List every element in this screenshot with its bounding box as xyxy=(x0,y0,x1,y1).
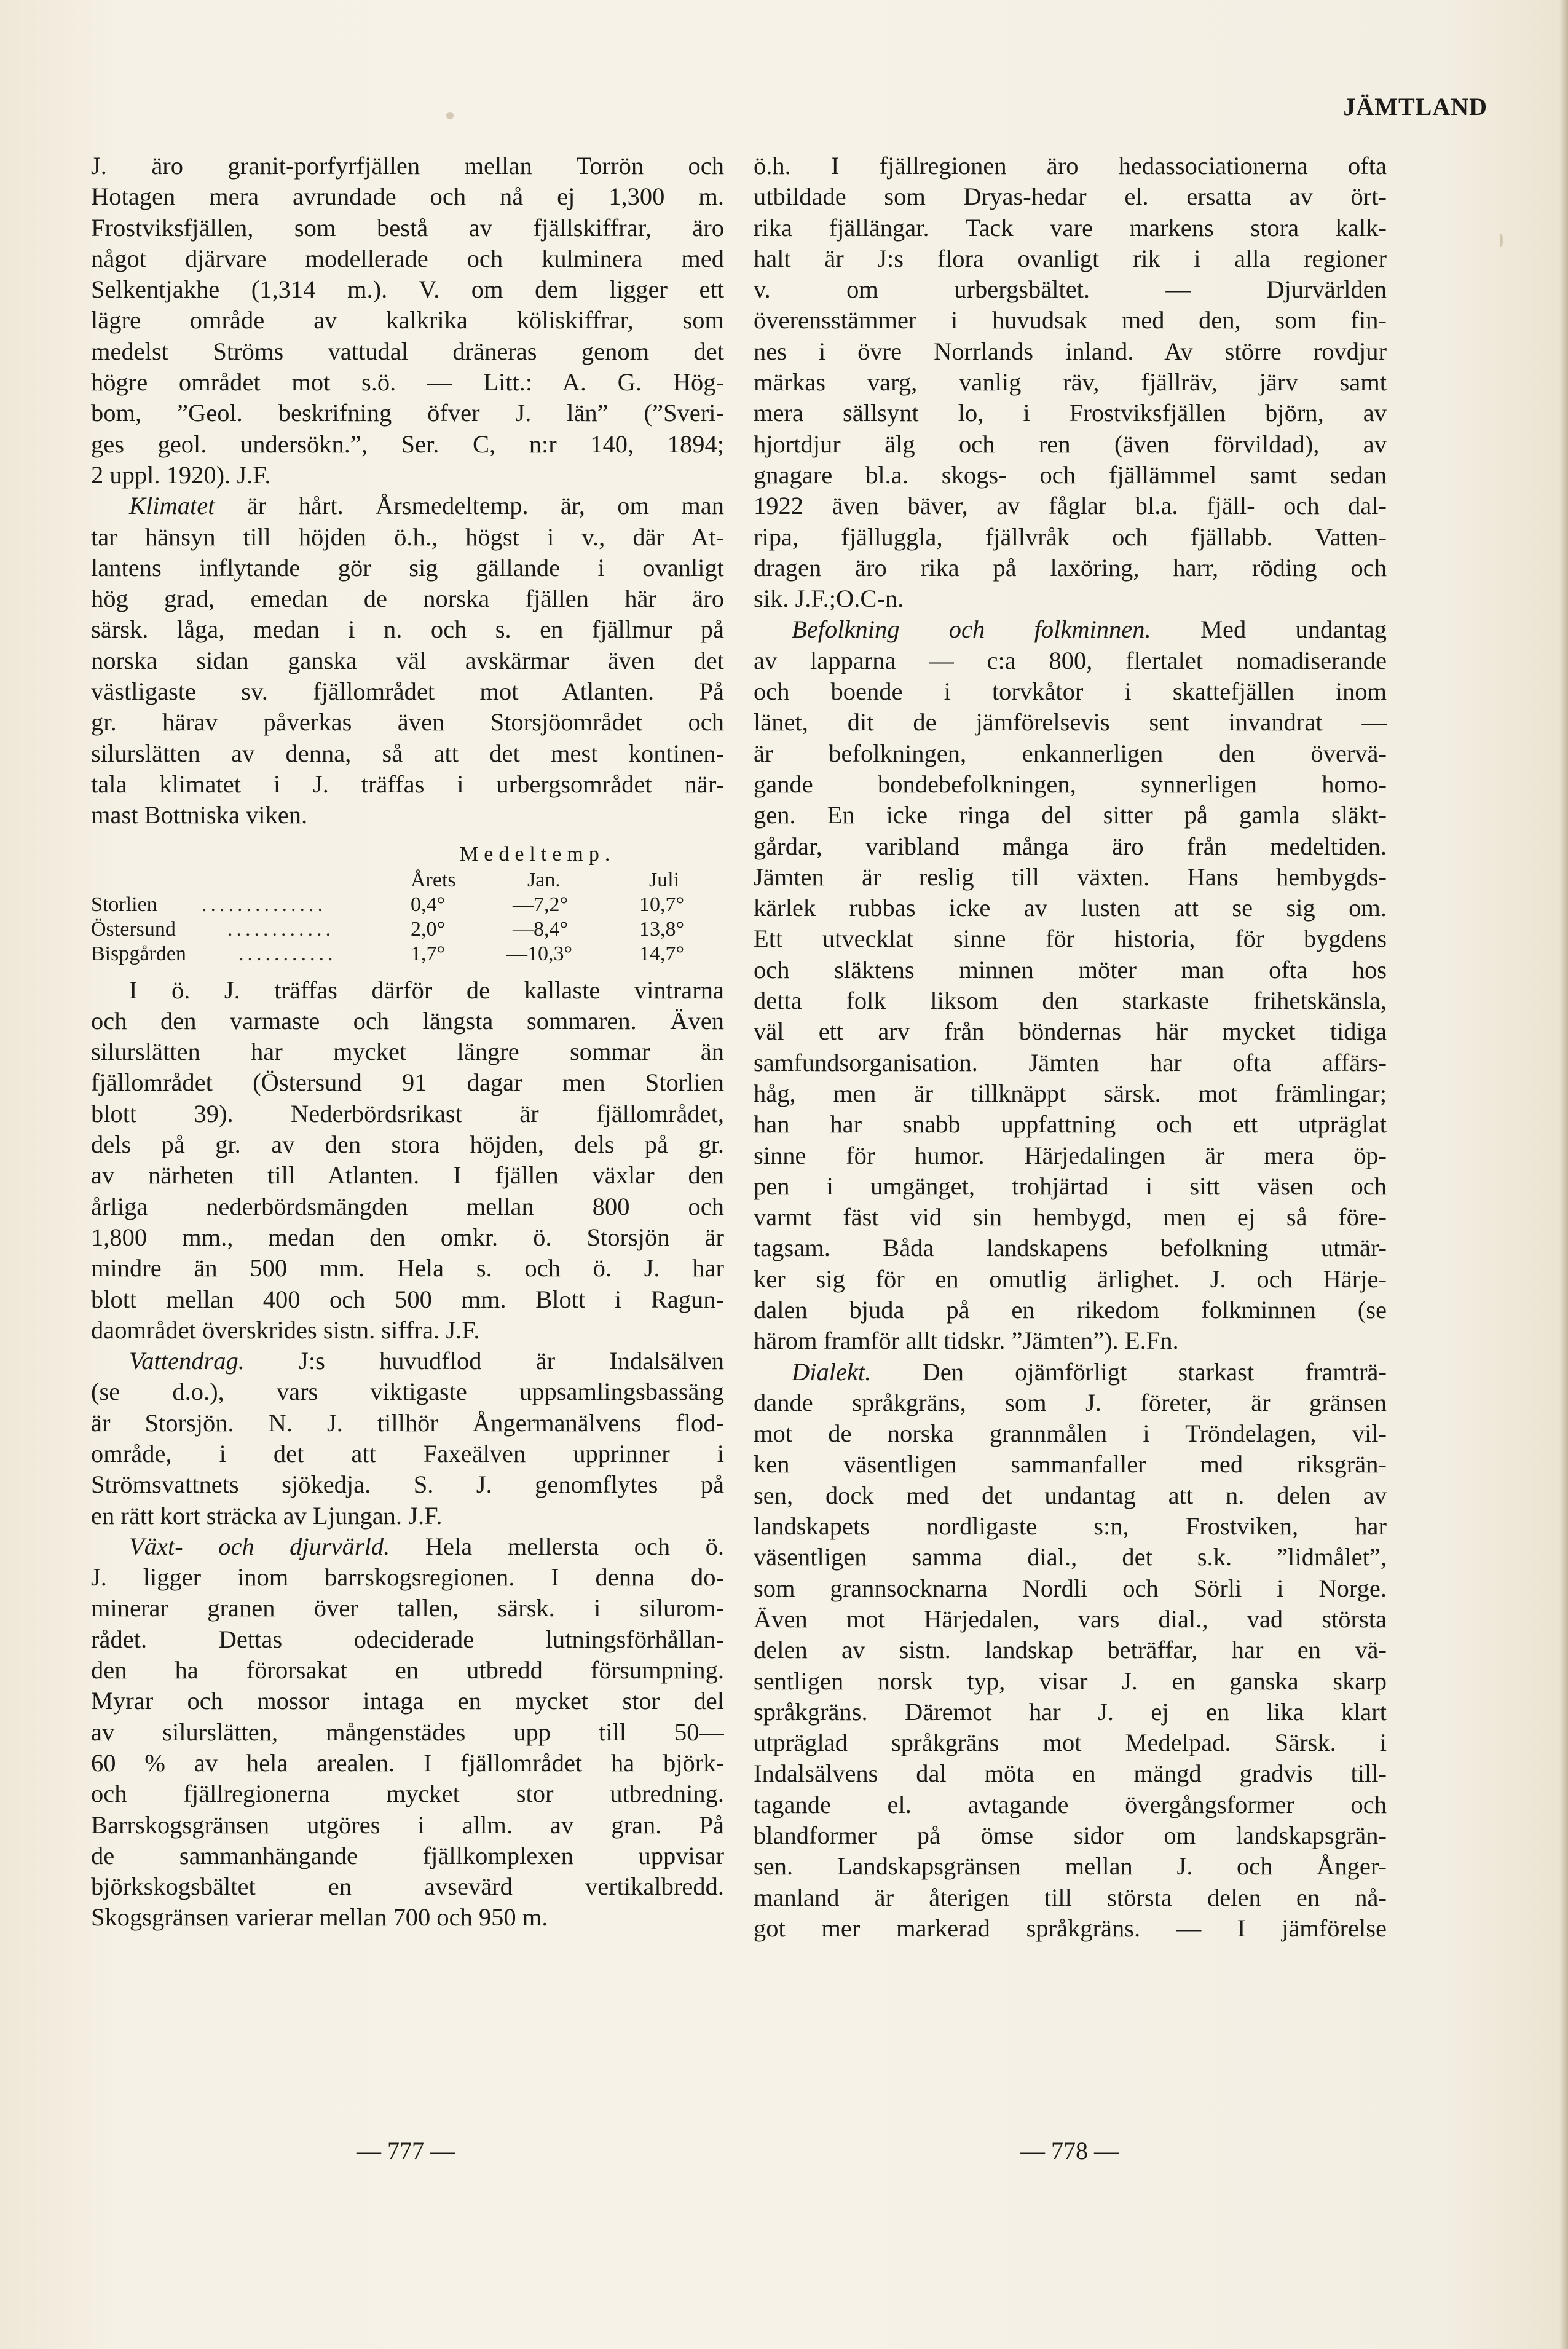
text-line: språkgräns. Däremot har J. ej en lika klart xyxy=(754,1697,1387,1726)
text-line: utpräglad språkgräns mot Medelpad. Särsk. i xyxy=(754,1729,1387,1757)
text-line: ges geol. undersökn.”, Ser. C, n:r 140, 1894; xyxy=(91,430,724,458)
text-line: av lapparna — c:a 800, flertalet nomadiserande xyxy=(754,646,1387,674)
text-line: mindre än 500 mm. Hela s. och ö. J. har xyxy=(91,1254,724,1282)
text-line: Indalsälvens dal möta en mängd gradvis till- xyxy=(754,1759,1387,1788)
text-line: härom framför allt tidskr. ”Jämten”). E.Fn. xyxy=(754,1327,1179,1355)
text-line: bom, ”Geol. beskrifning öfver J. län” (”Sveri- xyxy=(91,399,724,427)
text-line: björkskogsbältet en avsevärd vertikalbredd. xyxy=(91,1873,724,1901)
text-line: han har snabb uppfattning och ett utpräglat xyxy=(754,1110,1387,1139)
text-line: Växt- och djurvärld. Hela mellersta och ö. xyxy=(129,1532,724,1560)
text-line: av silurslätten, mångenstädes upp till 50— xyxy=(91,1718,724,1746)
right-text-block xyxy=(754,151,1387,1944)
text-line: rådet. Dettas odeciderade lutningsförhållan- xyxy=(91,1625,724,1653)
text-line: Jämten är reslig till växten. Hans hembygds- xyxy=(754,863,1387,891)
text-line: och släktens minnen möter man ofta hos xyxy=(754,955,1387,984)
text-line: rika fjällängar. Tack vare markens stora kalk- xyxy=(754,213,1387,242)
text-line: tala klimatet i J. träffas i urbergsområdet när- xyxy=(91,770,724,798)
text-line: mot de norska grannmålen i Tröndelagen, vil- xyxy=(754,1419,1387,1448)
leader-dots: .............. xyxy=(202,893,326,916)
text-line: blandformer på ömse sidor om landskapsgrän- xyxy=(754,1822,1387,1850)
paper-speck xyxy=(1500,234,1503,247)
running-header: JÄMTLAND xyxy=(1343,93,1487,120)
text-line: Hotagen mera avrundade och nå ej 1,300 m. xyxy=(91,183,724,211)
table-header-year: Årets xyxy=(411,868,456,891)
text-line: nes i övre Norrlands inland. Av större rovdjur xyxy=(754,337,1387,365)
text-line: blott 39). Nederbördsrikast är fjällområdet, xyxy=(91,1099,724,1127)
text-line: överensstämmer i huvudsak med den, som fin- xyxy=(754,306,1387,334)
text-line: samfundsorganisation. Jämten har ofta affärs- xyxy=(754,1048,1387,1076)
table-cell-jul: 10,7° xyxy=(639,893,685,916)
text-line: Klimatet är hårt. Årsmedeltemp. är, om man xyxy=(129,492,724,520)
left-column xyxy=(91,151,724,1933)
table-cell-jul: 13,8° xyxy=(639,917,685,941)
text-line: gande bondebefolkningen, synnerligen homo- xyxy=(754,770,1387,798)
text-line: högre området mot s.ö. — Litt.: A. G. Hög- xyxy=(91,368,724,397)
temperature-table xyxy=(91,842,724,966)
text-line: Dialekt. Den ojämförligt starkast framträ- xyxy=(792,1357,1387,1386)
text-line: den ha förorsakat en utbredd försumpning. xyxy=(91,1656,724,1684)
text-line: Vattendrag. J:s huvudflod är Indalsälven xyxy=(129,1347,724,1375)
text-line: och boende i torvkåtor i skattefjällen inom xyxy=(754,677,1387,706)
left-text-block-continued xyxy=(91,975,724,1933)
text-line: Selkentjakhe (1,314 m.). V. om dem ligger ett xyxy=(91,275,724,304)
text-line: hjortdjur älg och ren (även förvildad), av xyxy=(754,430,1387,458)
text-line: got mer markerad språkgräns. — I jämförelse xyxy=(754,1914,1387,1942)
text-line: Ett utvecklat sinne för historia, för bygdens xyxy=(754,925,1387,953)
text-line: 2 uppl. 1920). J.F. xyxy=(91,460,271,489)
text-line: manland är återigen till största delen en nå- xyxy=(754,1883,1387,1911)
text-line: minerar granen över tallen, särsk. i silurom- xyxy=(91,1594,724,1622)
table-row xyxy=(91,893,724,917)
text-line: halt är J:s flora ovanligt rik i alla regioner xyxy=(754,244,1387,272)
text-line: ken väsentligen sammanfaller med riksgrän- xyxy=(754,1450,1387,1478)
text-line: är Storsjön. N. J. tillhör Ångermanälvens flod- xyxy=(91,1408,724,1437)
text-line: dels på gr. av den stora höjden, dels på gr. xyxy=(91,1131,724,1159)
text-line: mast Bottniska viken. xyxy=(91,801,308,829)
text-line: och fjällregionerna mycket stor utbredning. xyxy=(91,1780,724,1808)
table-cell-place: Östersund xyxy=(91,917,176,941)
table-cell-jul: 14,7° xyxy=(639,942,685,965)
text-line: område, i det att Faxeälven upprinner i xyxy=(91,1439,724,1467)
text-line: en rätt kort sträcka av Ljungan. J.F. xyxy=(91,1501,443,1530)
text-line: Skogsgränsen varierar mellan 700 och 950 m. xyxy=(91,1903,548,1932)
table-cell-year: 0,4° xyxy=(411,893,446,916)
text-line: 1922 även bäver, av fåglar bl.a. fjäll- och dal- xyxy=(754,492,1387,520)
text-line: silurslätten har mycket längre sommar än xyxy=(91,1038,724,1066)
page-number-left: — 777 — xyxy=(357,2137,455,2165)
text-line: utbildade som Dryas-hedar el. ersatta av ört- xyxy=(754,183,1387,211)
text-line: som grannsocknarna Nordli och Sörli i Norge. xyxy=(754,1574,1387,1602)
table-cell-year: 2,0° xyxy=(411,917,446,941)
text-line: daområdet överskrides sistn. siffra. J.F. xyxy=(91,1316,480,1344)
text-line: 60 % av hela arealen. I fjällområdet ha björk- xyxy=(91,1748,724,1777)
text-line: gnagare bl.a. skogs- och fjällämmel samt sedan xyxy=(754,460,1387,489)
text-line: lägre område av kalkrika köliskiffrar, som xyxy=(91,306,724,334)
text-line: ker sig för en omutlig ärlighet. J. och Härje- xyxy=(754,1265,1387,1293)
text-line: särsk. låga, medan i n. och s. en fjällmur på xyxy=(91,615,724,644)
text-line: medelst Ströms vattudal dräneras genom det xyxy=(91,337,724,365)
text-line: Myrar och mossor intaga en mycket stor del xyxy=(91,1687,724,1715)
text-line: länet, dit de jämförelsevis sent invandrat — xyxy=(754,708,1387,736)
text-line: är befolkningen, enkannerligen den övervä- xyxy=(754,739,1387,767)
text-line: (se d.o.), vars viktigaste uppsamlingsbassäng xyxy=(91,1378,724,1406)
text-line: ö.h. I fjällregionen äro hedassociationerna ofta xyxy=(754,152,1387,180)
table-cell-place: Bispgården xyxy=(91,942,186,965)
left-text-block xyxy=(91,151,724,831)
text-line: landskapets nordligaste s:n, Frostviken, har xyxy=(754,1512,1387,1541)
text-line: silurslätten av denna, så att det mest kontinen- xyxy=(91,739,724,767)
text-line: något djärvare modellerade och kulminera med xyxy=(91,244,724,272)
text-line: håg, men är tillknäppt särsk. mot främlingar; xyxy=(754,1079,1387,1107)
table-cell-year: 1,7° xyxy=(411,942,446,965)
text-line: ripa, fjälluggla, fjällvråk och fjällabb. Vatten- xyxy=(754,523,1387,551)
text-line: hög grad, emedan de norska fjällen här äro xyxy=(91,585,724,613)
text-line: av närheten till Atlanten. I fjällen växlar den xyxy=(91,1161,724,1190)
table-row xyxy=(91,917,724,942)
text-line: sik. J.F.;O.C-n. xyxy=(754,585,904,613)
text-line: dalen bjuda på en rikedom folkminnen (se xyxy=(754,1295,1387,1324)
text-line: Även mot Härjedalen, vars dial., vad största xyxy=(754,1605,1387,1633)
text-line: tagsam. Båda landskapens befolkning utmär- xyxy=(754,1234,1387,1262)
table-header-row xyxy=(91,868,724,893)
text-line: v. om urbergsbältet. — Djurvärlden xyxy=(754,275,1387,304)
text-line: mera sällsynt lo, i Frostviksfjällen björn, av xyxy=(754,399,1387,427)
text-line: och den varmaste och längsta sommaren. Även xyxy=(91,1006,724,1035)
table-cell-jan: —7,2° xyxy=(513,893,569,916)
text-line: delen av sistn. landskap beträffar, har en vä- xyxy=(754,1636,1387,1664)
text-line: Barrskogsgränsen utgöres i allm. av gran. På xyxy=(91,1810,724,1839)
table-row xyxy=(91,942,724,966)
text-line: I ö. J. träffas därför de kallaste vintrarna xyxy=(129,976,724,1004)
paper-speck xyxy=(446,112,454,119)
text-line: gårdar, varibland många äro från medeltiden. xyxy=(754,832,1387,860)
text-line: pen i umgänget, trohjärtad i sitt väsen och xyxy=(754,1172,1387,1200)
text-line: tagande el. avtagande övergångsformer och xyxy=(754,1790,1387,1818)
page-edge-shadow xyxy=(1559,0,1568,2349)
text-line: väsentligen samma dial., det s.k. ”lidmålet”, xyxy=(754,1543,1387,1571)
text-line: tar hänsyn till höjden ö.h., högst i v., där At- xyxy=(91,523,724,551)
right-column xyxy=(754,151,1387,1944)
text-line: gen. En icke ringa del sitter på gamla släkt- xyxy=(754,801,1387,829)
table-cell-jan: —8,4° xyxy=(513,917,569,941)
text-line: kärlek rubbas icke av lusten att se sig om. xyxy=(754,894,1387,922)
text-line: norska sidan ganska väl avskärmar även det xyxy=(91,646,724,674)
text-line: J. äro granit-porfyrfjällen mellan Torrön och xyxy=(91,152,724,180)
text-line: dragen äro rika på laxöring, harr, röding och xyxy=(754,553,1387,582)
text-line: Frostviksfjällen, som bestå av fjällskiffrar, äro xyxy=(91,213,724,242)
text-line: J. ligger inom barrskogsregionen. I denna do- xyxy=(91,1563,724,1592)
table-cell-jan: —10,3° xyxy=(506,942,573,965)
text-line: sen. Landskapsgränsen mellan J. och Ånger- xyxy=(754,1852,1387,1881)
table-cell-place: Storlien xyxy=(91,893,157,916)
text-line: sentligen norsk typ, visar J. en ganska skarp xyxy=(754,1667,1387,1695)
leader-dots: ............ xyxy=(227,917,334,941)
text-line: väl ett arv från böndernas här mycket tidiga xyxy=(754,1017,1387,1046)
text-line: sinne för humor. Härjedalingen är mera öp- xyxy=(754,1141,1387,1169)
text-line: västligaste sv. fjällområdet mot Atlanten. På xyxy=(91,677,724,706)
table-header-jan: Jan. xyxy=(527,868,561,891)
text-line: 1,800 mm., medan den omkr. ö. Storsjön är xyxy=(91,1223,724,1251)
text-line: gr. härav påverkas även Storsjöområdet och xyxy=(91,708,724,736)
leader-dots: ........... xyxy=(238,942,337,965)
text-line: blott mellan 400 och 500 mm. Blott i Ragun- xyxy=(91,1285,724,1313)
text-line: dande språkgräns, som J. företer, är gränsen xyxy=(754,1388,1387,1416)
text-line: detta folk liksom den starkaste frihetskänsla, xyxy=(754,987,1387,1015)
text-line: fjällområdet (Östersund 91 dagar men Storlien xyxy=(91,1068,724,1097)
text-line: sen, dock med det undantag att n. delen av xyxy=(754,1481,1387,1509)
text-line: Strömsvattnets sjökedja. S. J. genomflytes på xyxy=(91,1471,724,1499)
text-line: lantens inflytande gör sig gällande i ovanligt xyxy=(91,553,724,582)
text-line: årliga nederbördsmängden mellan 800 och xyxy=(91,1192,724,1220)
text-line: Befolkning och folkminnen. Med undantag xyxy=(792,615,1387,644)
page-number-right: — 778 — xyxy=(1020,2137,1119,2165)
text-line: de sammanhängande fjällkomplexen uppvisar xyxy=(91,1841,724,1869)
table-header-jul: Juli xyxy=(649,868,680,891)
text-line: varmt fäst vid sin hembygd, men ej så före- xyxy=(754,1203,1387,1231)
table-title: Medeltemp. xyxy=(460,842,616,866)
text-line: märkas varg, vanlig räv, fjällräv, järv samt xyxy=(754,368,1387,397)
